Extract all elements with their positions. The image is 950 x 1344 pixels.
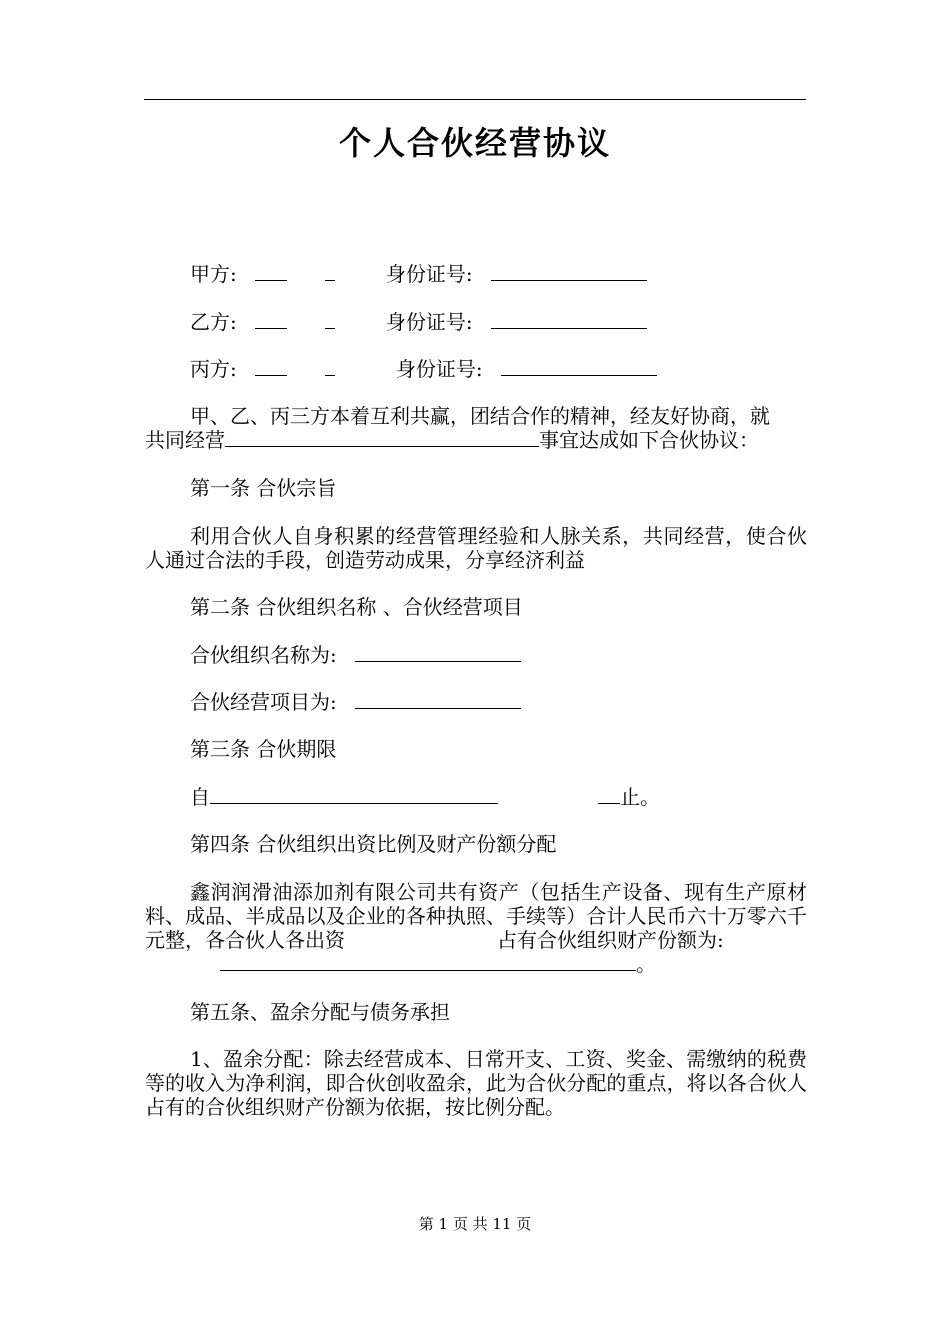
article-5-item-1: 1、盈余分配：除去经营成本、日常开支、工资、奖金、需缴纳的税费等的收入为净利润，即合伙创收盈余，此为合伙分配的重点，将以各合伙人占有的合伙组织财产份额为依据，按比例分配。 — [145, 1047, 807, 1119]
project-line — [190, 690, 521, 714]
party-c-name-blank-2[interactable] — [325, 357, 335, 376]
intro-suffix: 事宜达成如下合伙协议： — [539, 428, 759, 452]
term-to: 止。 — [620, 785, 660, 809]
project-blank[interactable] — [355, 690, 521, 709]
party-a-line — [190, 262, 647, 286]
page-number: 第 1 页 共 11 页 — [418, 1215, 532, 1233]
article-3-title: 第三条 合伙期限 — [190, 737, 337, 761]
article-4-title: 第四条 合伙组织出资比例及财产份额分配 — [190, 832, 557, 856]
share-blank[interactable] — [220, 952, 636, 971]
project-label: 合伙经营项目为: — [190, 690, 337, 714]
article-4-text: 鑫润润滑油添加剂有限公司共有资产（包括生产设备、现有生产原材料、成品、半成品以及企业的各种执照、手续等）合计人民币六十万零六千元整，各合伙人各出资 — [145, 880, 807, 952]
term-start-blank[interactable] — [210, 785, 498, 804]
party-a-label: 甲方: — [190, 262, 237, 286]
party-b-id-blank[interactable] — [491, 310, 647, 329]
party-a-id-blank[interactable] — [491, 262, 647, 281]
header-rule — [144, 99, 806, 100]
term-end-blank[interactable] — [598, 785, 620, 804]
article-4-share-text: 占有合伙组织财产份额为: — [497, 928, 724, 952]
term-line — [190, 785, 660, 809]
org-name-line — [190, 643, 521, 667]
intro-prefix: 共同经营 — [145, 428, 225, 452]
party-a-name-blank[interactable] — [255, 262, 287, 281]
party-c-line — [190, 357, 657, 381]
article-4-body — [145, 880, 807, 952]
article-1-title: 第一条 合伙宗旨 — [190, 476, 337, 500]
share-end: 。 — [636, 952, 656, 976]
party-b-line — [190, 310, 647, 334]
document-title: 个人合伙经营协议 — [338, 124, 611, 162]
org-name-blank[interactable] — [355, 643, 521, 662]
term-from: 自 — [190, 785, 210, 809]
party-a-id-label: 身份证号: — [385, 262, 473, 286]
intro-line-1: 甲、乙、丙三方本着互利共赢，团结合作的精神，经友好协商，就 — [190, 404, 770, 428]
party-b-name-blank[interactable] — [255, 310, 287, 329]
party-c-id-label: 身份证号: — [395, 357, 483, 381]
party-c-label: 丙方: — [190, 357, 237, 381]
business-blank[interactable] — [225, 428, 539, 447]
intro-line-2 — [145, 428, 759, 452]
party-b-id-label: 身份证号: — [385, 310, 473, 334]
article-1-body: 利用合伙人自身积累的经营管理经验和人脉关系，共同经营，使合伙人通过合法的手段，创造劳动成果，分享经济利益 — [145, 524, 807, 572]
party-c-name-blank[interactable] — [255, 357, 287, 376]
article-5-title: 第五条、盈余分配与债务承担 — [190, 1000, 450, 1024]
article-2-title: 第二条 合伙组织名称 、合伙经营项目 — [190, 595, 523, 619]
party-b-label: 乙方: — [190, 310, 237, 334]
party-c-id-blank[interactable] — [501, 357, 657, 376]
org-name-label: 合伙组织名称为: — [190, 643, 337, 667]
party-a-name-blank-2[interactable] — [325, 262, 335, 281]
party-b-name-blank-2[interactable] — [325, 310, 335, 329]
share-line — [220, 952, 656, 976]
